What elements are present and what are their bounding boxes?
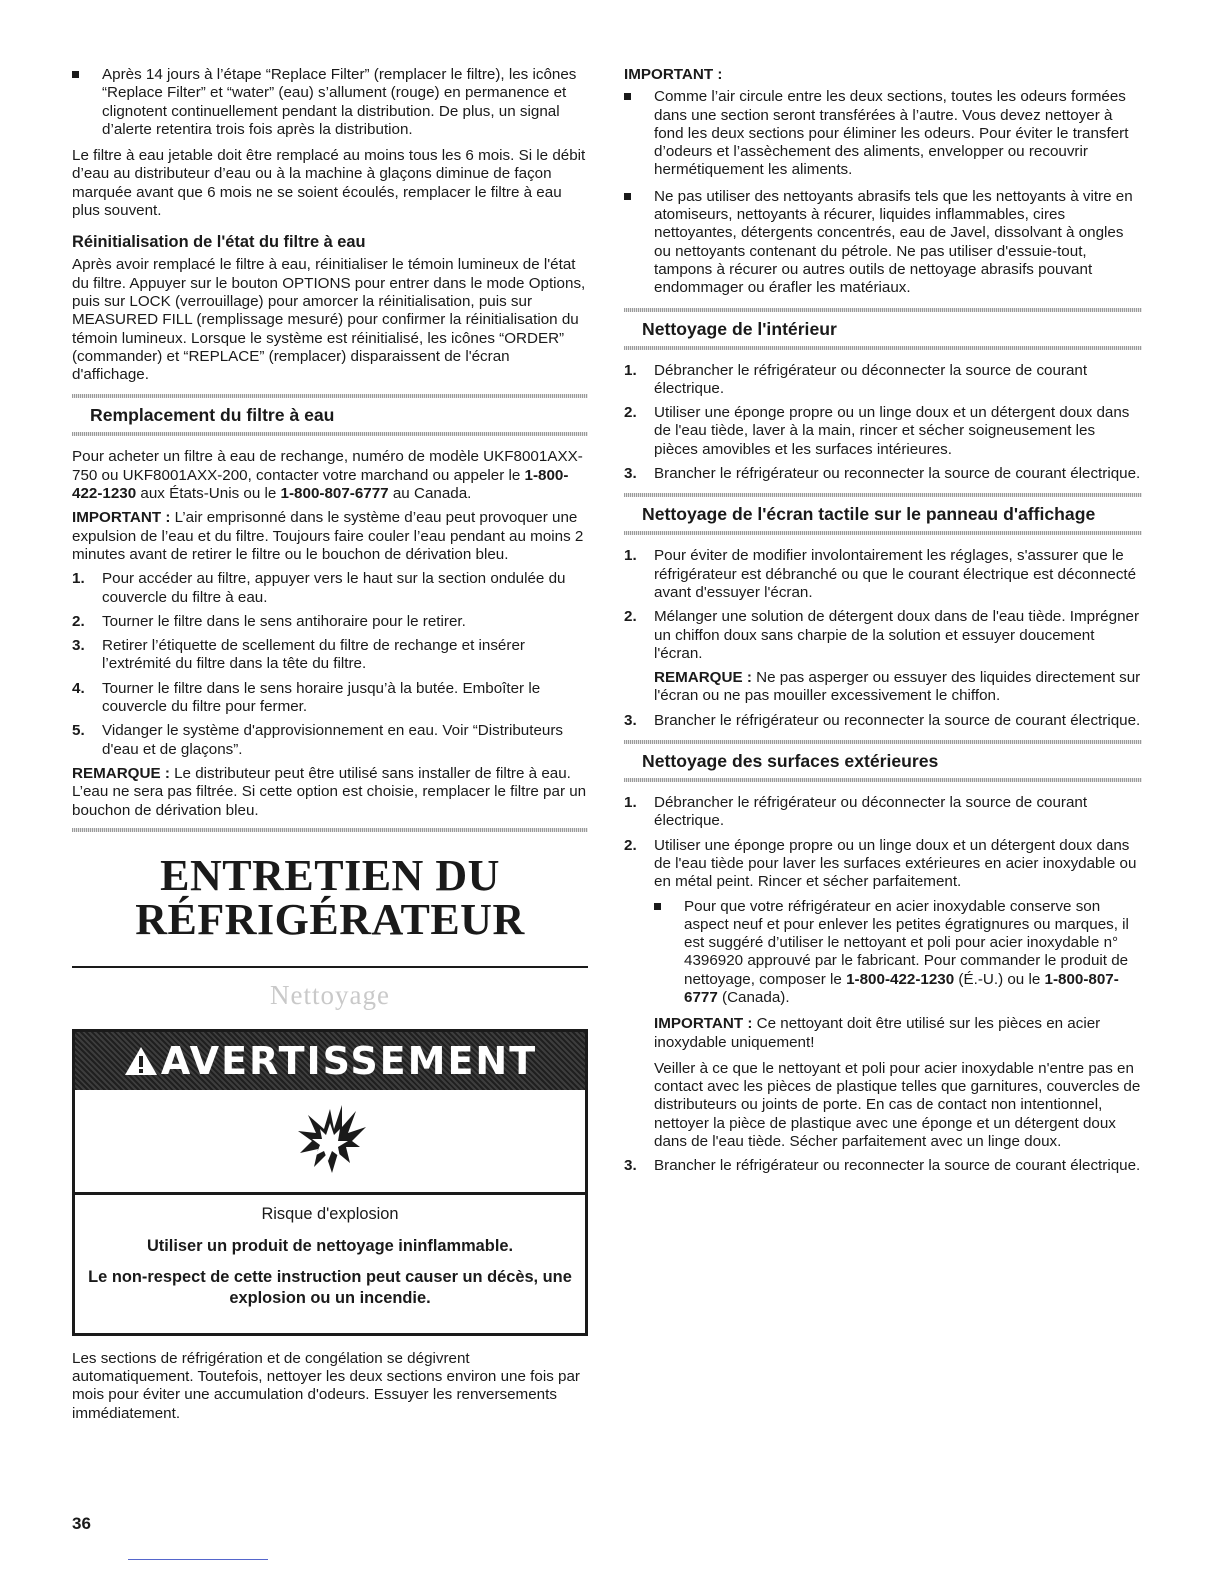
screen-section-header [624, 493, 1142, 535]
page-title [72, 850, 588, 944]
page-number: 36 [72, 1514, 91, 1533]
list-item: 5. Vidanger le système d'approvisionnement en eau. Voir “Distributeurs d'eau et de glaçons”. [72, 722, 564, 758]
section-rule [624, 778, 1142, 782]
intro-paragraph: Le filtre à eau jetable doit être remplacé au moins tous les 6 mois. Si le débit d’eau au distributeur d’eau ou à la machine à glaçons diminue de façon marquée avant que 6 mois ne se soient écoulés, remplacer le filtre à eau plus souvent. [72, 147, 586, 220]
list-item: 4. Tourner le filtre dans le sens horaire jusqu’à la butée. Emboîter le couvercle du filtre pour fermer. [72, 679, 541, 716]
explosion-icon [290, 1101, 370, 1181]
interior-heading: Nettoyage de l'intérieur [642, 318, 837, 339]
list-item: Comme l’air circule entre les deux sections, toutes les odeurs formées dans une section seront transférées à l’autre. Vous devez nettoyer à fond les deux sections pour éliminer les odeurs. Pour éviter le transfert d’odeurs et l’assèchement des aliments, envelopper ou recouvrir hermétiquement les aliments. [624, 88, 1142, 179]
title-rule [72, 966, 588, 968]
phone-us: 1-800-422-1230 [72, 466, 569, 503]
warning-title: AVERTISSEMENT [160, 1038, 538, 1083]
list-item: 2. Utiliser une éponge propre ou un linge doux et un détergent doux dans de l'eau tiède pour laver les surfaces extérieures en acier inoxydable ou en métal peint. Rincer et sécher parfaitement. Pour que votre réfrigérateur en acier inoxydable conserve son aspect neuf et pour enlever les petites égratignures ou marques, il est suggéré d’utiliser le nettoyant et poli pour acier inoxydable n° 4396920 approuvé par le fabricant. Pour commander le produit de nettoyage, composer le 1-800-422-1230 (É.-U.) ou le 1-800-807-6777 (Canada). IMPORTANT : Ce nettoyant doit être utilisé sur les pièces en acier inoxydable uniquement! Veiller à ce que le nettoyant et poli pour acier inoxydable n'entre pas en contact avec les pièces de plastique telles que garnitures, couvercles de distributeurs ou joints de porte. En cas de contact non intentionnel, nettoyer la pièce de plastique avec une éponge et un détergent doux dans de l'eau tiède. Sécher parfaitement avec un linge doux. [624, 836, 1141, 1151]
list-item: Ne pas utiliser des nettoyants abrasifs tels que les nettoyants à vitre en atomiseurs, nettoyants à récurer, liquides inflammables, cires nettoyantes, détergents concentrés, eau de Javel, dissolvant à ongles ou nettoyants contenant du pétrole. Ne pas utiliser d'essuie-tout, tampons à récurer ou autres outils de nettoyage abrasifs pouvant endommager ou érafler les matériaux. [624, 188, 1142, 298]
section-rule [624, 531, 1142, 535]
list-item: 2. Mélanger une solution de détergent doux dans de l'eau tiède. Imprégner un chiffon doux sans charpie de la solution et essuyer doucement l'écran. REMARQUE : Ne pas asperger ou essuyer des liquides directement sur l'écran ou ne pas mouiller excessivement le chiffon. [624, 608, 1141, 705]
remarque-label: REMARQUE : [72, 764, 170, 782]
closing-paragraph: Les sections de réfrigération et de congélation se dégivrent automatiquement. Toutefois, nettoyer les deux sections environ une fois par mois pour éviter une accumulation d'odeurs. Essuyer les renversements immédiatement. [72, 1349, 580, 1422]
list-item: 1. Pour accéder au filtre, appuyer vers le haut sur la section ondulée du couvercle du filtre à eau. [72, 570, 566, 606]
replace-heading: Remplacement du filtre à eau [90, 405, 335, 426]
screen-remarque: REMARQUE : Ne pas asperger ou essuyer des liquides directement sur l'écran ou ne pas mouiller excessivement le chiffon. [654, 669, 1141, 705]
list-item: 2. Utiliser une éponge propre ou un linge doux et un détergent doux dans de l'eau tiède, laver à la main, rincer et sécher soigneusement les pièces amovibles et les surfaces intérieures. [624, 404, 1130, 458]
screen-heading: Nettoyage de l'écran tactile sur le panneau d'affichage [642, 504, 1096, 525]
section-rule [72, 432, 588, 436]
section-subtitle: Nettoyage [270, 979, 390, 1010]
section-rule [72, 828, 588, 832]
buy-paragraph: Pour acheter un filtre à eau de rechange, numéro de modèle UKF8001AXX-750 ou UKF8001AXX-200, contacter votre marchand ou appeler le 1-800-422-1230 aux États-Unis ou le 1-800-807-6777 au Canada. [72, 448, 583, 503]
section-rule [624, 346, 1142, 350]
list-item: Pour que votre réfrigérateur en acier inoxydable conserve son aspect neuf et pour enlever les petites égratignures ou marques, il est suggéré d’utiliser le nettoyant et poli pour acier inoxydable n° 4396920 approuvé par le fabricant. Pour commander le produit de nettoyage, composer le 1-800-422-1230 (É.-U.) ou le 1-800-807-6777 (Canada). [654, 898, 1142, 1008]
warning-instruction: Utiliser un produit de nettoyage ininflammable. [146, 1236, 514, 1255]
footer-rule [128, 1559, 268, 1560]
reset-paragraph: Après avoir remplacé le filtre à eau, réinitialiser le témoin lumineux de l'état du filtre. Appuyer sur le bouton OPTIONS pour entrer dans le mode Options, puis sur LOCK (verrouillage) pour amorcer la réinitialisation, puis sur MEASURED FILL (remplissage mesuré) pour confirmer la réinitialisation du témoin lumineux. Lorsque le système est réinitialisé, les icônes “ORDER” (commander) et “REPLACE” (remplacer) disparaissent de l'écran d'affichage. [72, 256, 586, 384]
warning-box [72, 1029, 588, 1336]
list-item: 3. Retirer l’étiquette de scellement du filtre de rechange et insérer l’extrémité du filtre dans la tête du filtre. [72, 637, 525, 673]
replace-section-header [72, 394, 588, 436]
important-paragraph: IMPORTANT : L’air emprisonné dans le système d’eau peut provoquer une expulsion de l’eau et du filtre. Toujours faire couler l’eau pendant au moins 2 minutes avant de retirer le filtre ou le bouchon de dérivation bleu. [72, 509, 584, 563]
list-item: 1. Débrancher le réfrigérateur ou déconnecter la source de courant électrique. [624, 361, 1088, 397]
warning-consequence: Le non-respect de cette instruction peut causer un décès, une explosion ou un incendie. [88, 1267, 572, 1307]
important-label: IMPORTANT : [72, 509, 171, 527]
list-item: 3. Brancher le réfrigérateur ou reconnecter la source de courant électrique. [624, 1157, 1141, 1175]
important-label: IMPORTANT : [624, 66, 723, 83]
warning-body [75, 1192, 585, 1333]
reset-heading: Réinitialisation de l'état du filtre à eau [72, 233, 366, 252]
list-item: 2. Tourner le filtre dans le sens antihoraire pour le retirer. [72, 612, 466, 630]
warning-risk: Risque d'explosion [261, 1204, 399, 1223]
page-title-line1: ENTRETIEN DU [160, 850, 500, 900]
page-title-line2: RÉFRIGÉRATEUR [135, 894, 525, 944]
intro-bullet: Après 14 jours à l’étape “Replace Filter” (remplacer le filtre), les icônes “Replace Filter” et “water” (eau) s’allument (rouge) en permanence et clignotent continuellement pendant la distribution. De plus, un signal d’alerte retentira trois fois après la distribution. [72, 66, 588, 139]
exterior-heading: Nettoyage des surfaces extérieures [642, 751, 939, 772]
right-column [624, 66, 1142, 1176]
exterior-section-header [624, 740, 1142, 782]
phone-ca: 1-800-807-6777 [280, 485, 389, 503]
remarque-paragraph: REMARQUE : Le distributeur peut être utilisé sans installer de filtre à eau. L’eau ne sera pas filtrée. Si cette option est choisie, remplacer le filtre par un bouchon de dérivation bleu. [72, 764, 587, 819]
list-item: 3. Brancher le réfrigérateur ou reconnecter la source de courant électrique. [624, 465, 1141, 483]
warning-triangle-icon [123, 1045, 159, 1077]
list-item: 1. Débrancher le réfrigérateur ou déconnecter la source de courant électrique. [624, 794, 1088, 830]
list-item: 3. Brancher le réfrigérateur ou reconnecter la source de courant électrique. [624, 711, 1141, 729]
warning-header [75, 1032, 585, 1090]
ext-veiller: Veiller à ce que le nettoyant et poli pour acier inoxydable n'entre pas en contact avec les pièces de plastique telles que garnitures, couvercles de distributeurs ou joints de porte. En cas de contact non intentionnel, nettoyer la pièce de plastique avec une éponge et un détergent doux dans de l'eau tiède. Sécher parfaitement avec un linge doux. [654, 1059, 1141, 1151]
interior-section-header [624, 308, 1142, 350]
list-item: 1. Pour éviter de modifier involontairement les réglages, s'assurer que le réfrigérateur est débranché ou que le courant électrique est déconnecté avant d'essuyer l'écran. [624, 547, 1137, 601]
left-column [72, 66, 588, 1423]
explosion-icon-area [75, 1090, 585, 1192]
ext-important: IMPORTANT : Ce nettoyant doit être utilisé sur les pièces en acier inoxydable uniquement! [654, 1015, 1101, 1051]
